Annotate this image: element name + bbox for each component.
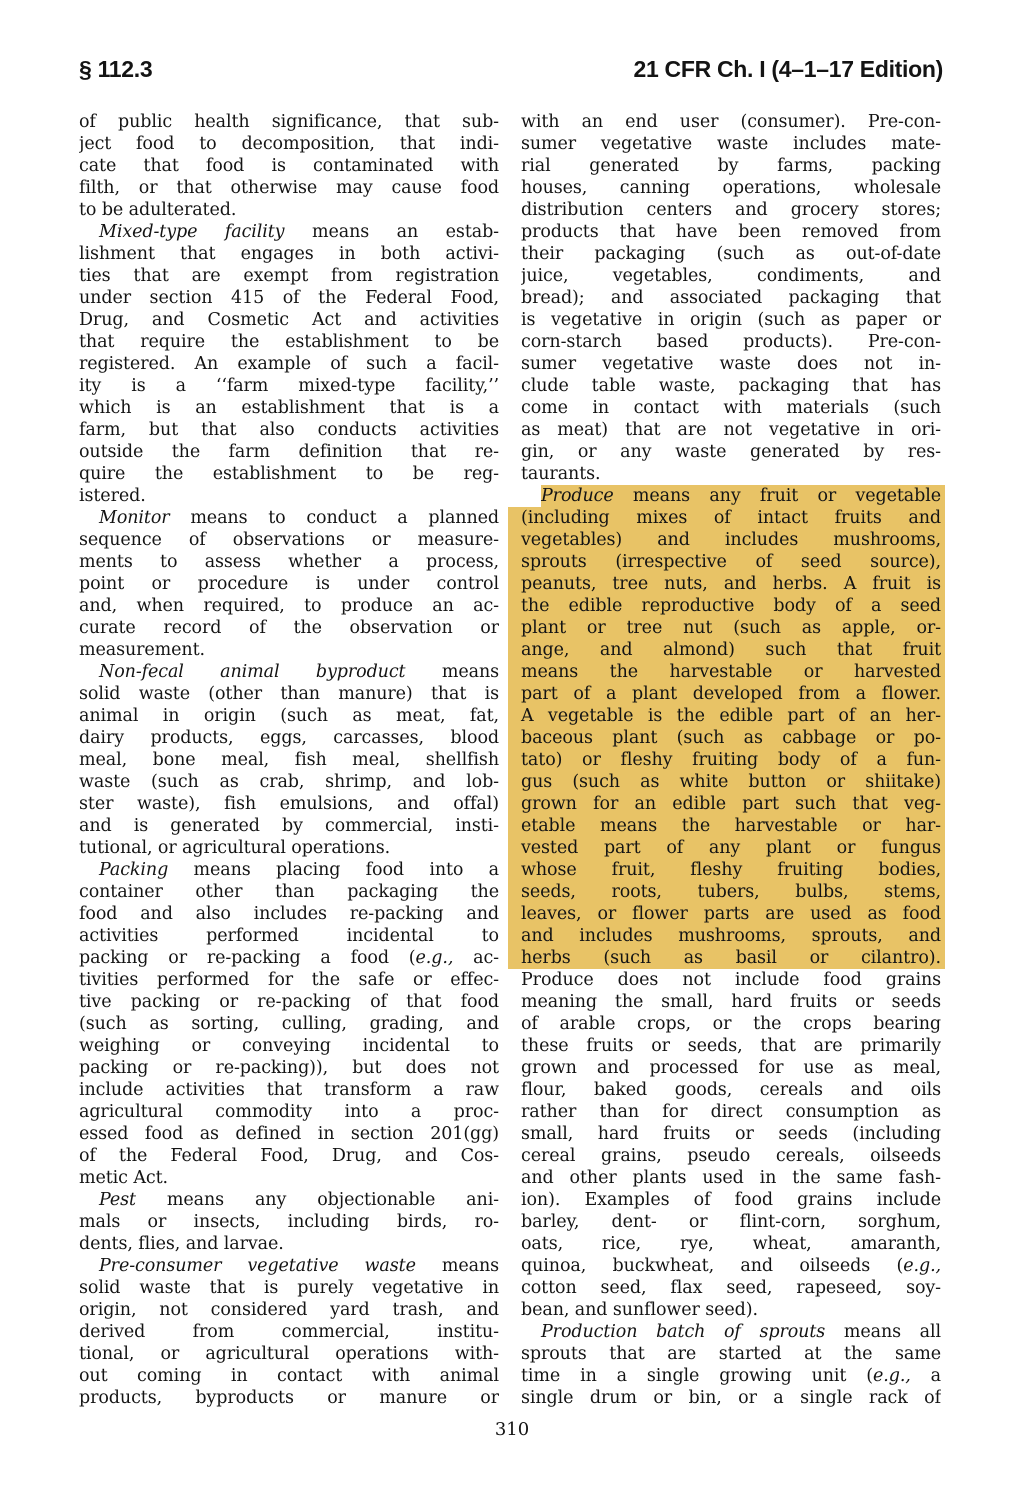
highlighted-text-line: etable means the harvestable or har- xyxy=(508,815,945,837)
text-line: include activities that transform a raw xyxy=(79,1080,499,1100)
text-line: tutional, or agricultural operations. xyxy=(79,838,391,858)
text-line: ject food to decomposition, that indi- xyxy=(79,134,499,154)
text-line: mals or insects, including birds, ro- xyxy=(79,1212,499,1232)
highlighted-text-line: grown for an edible part such that veg- xyxy=(508,793,945,815)
highlighted-text-line: herbs (such as basil or cilantro). xyxy=(508,947,945,969)
text-line: agricultural commodity into a proc- xyxy=(79,1102,499,1122)
text-line: as meat) that are not vegetative in ori- xyxy=(521,420,941,440)
text-line: Pest means any objectionable ani- xyxy=(99,1190,499,1210)
text-line: single drum or bin, or a single rack of xyxy=(521,1388,941,1408)
text-line: curate record of the observation or xyxy=(79,618,499,638)
text-line: their packaging (such as out-of-date xyxy=(521,244,941,264)
highlighted-text-line: plant or tree nut (such as apple, or- xyxy=(508,617,945,639)
text-line: meaning the small, hard fruits or seeds xyxy=(521,992,941,1012)
text-line: under section 415 of the Federal Food, xyxy=(79,288,499,308)
text-line: animal in origin (such as meat, fat, xyxy=(79,706,499,726)
text-line: farm, but that also conducts activities xyxy=(79,420,499,440)
text-line: of arable crops, or the crops bearing xyxy=(521,1014,941,1034)
text-line: time in a single growing unit (e.g., a xyxy=(521,1366,941,1386)
text-line: clude table waste, packaging that has xyxy=(521,376,941,396)
highlighted-text-line: ange, and almond) such that fruit xyxy=(508,639,945,661)
text-line: that require the establishment to be xyxy=(79,332,499,352)
text-line: meal, bone meal, fish meal, shellfish xyxy=(79,750,499,770)
text-line: and other plants used in the same fash- xyxy=(521,1168,941,1188)
highlighted-text-line: and includes mushrooms, sprouts, and xyxy=(508,925,945,947)
text-line: Produce does not include food grains xyxy=(521,970,941,990)
text-line: ties that are exempt from registration xyxy=(79,266,499,286)
text-line: point or procedure is under control xyxy=(79,574,499,594)
text-line: barley, dent- or flint-corn, sorghum, xyxy=(521,1212,941,1232)
text-line: flour, baked goods, cereals and oils xyxy=(521,1080,941,1100)
text-line: bread); and associated packaging that xyxy=(521,288,941,308)
text-line: Pre-consumer vegetative waste means xyxy=(99,1256,499,1276)
text-line: sequence of observations or measure- xyxy=(79,530,499,550)
text-line: cotton seed, flax seed, rapeseed, soy- xyxy=(521,1278,941,1298)
text-line: packing or re-packing a food (e.g., ac- xyxy=(79,948,499,968)
highlighted-text-line: the edible reproductive body of a seed xyxy=(508,595,945,617)
text-line: of the Federal Food, Drug, and Cos- xyxy=(79,1146,499,1166)
text-line: solid waste (other than manure) that is xyxy=(79,684,499,704)
highlighted-text-line: means the harvestable or harvested xyxy=(508,661,945,683)
text-line: gin, or any waste generated by res- xyxy=(521,442,941,462)
highlighted-text-line: whose fruit, fleshy fruiting bodies, xyxy=(508,859,945,881)
text-line: sprouts that are started at the same xyxy=(521,1344,941,1364)
text-line: sumer vegetative waste includes mate- xyxy=(521,134,941,154)
text-line: tional, or agricultural operations with- xyxy=(79,1344,499,1364)
text-line: Mixed-type facility means an estab- xyxy=(99,222,499,242)
text-line: products, byproducts or manure or xyxy=(79,1388,499,1408)
highlighted-text-line: seeds, roots, tubers, bulbs, stems, xyxy=(508,881,945,903)
text-line: lishment that engages in both activi- xyxy=(79,244,499,264)
text-line: products that have been removed from xyxy=(521,222,941,242)
highlighted-text-line: gus (such as white button or shiitake) xyxy=(508,771,945,793)
text-line: Production batch of sprouts means all xyxy=(541,1322,941,1342)
text-line: small, hard fruits or seeds (including xyxy=(521,1124,941,1144)
text-line: which is an establishment that is a xyxy=(79,398,499,418)
text-line: dairy products, eggs, carcasses, blood xyxy=(79,728,499,748)
text-line: juice, vegetables, condiments, and xyxy=(521,266,941,286)
text-line: istered. xyxy=(79,486,146,506)
left-column xyxy=(79,111,499,1409)
text-line: origin, not considered yard trash, and xyxy=(79,1300,499,1320)
highlighted-text-line: leaves, or flower parts are used as food xyxy=(508,903,945,925)
text-line: taurants. xyxy=(521,464,601,484)
edition-title: 21 CFR Ch. I (4–1–17 Edition) xyxy=(633,56,943,82)
text-line: Drug, and Cosmetic Act and activities xyxy=(79,310,499,330)
text-line: corn-starch based products). Pre-con- xyxy=(521,332,941,352)
text-line: measurement. xyxy=(79,640,205,660)
highlighted-text-line: vegetables) and includes mushrooms, xyxy=(508,529,945,551)
text-line: (such as sorting, culling, grading, and xyxy=(79,1014,499,1034)
text-line: out coming in contact with animal xyxy=(79,1366,499,1386)
text-line: derived from commercial, institu- xyxy=(79,1322,499,1342)
highlighted-text-line: A vegetable is the edible part of an her- xyxy=(508,705,945,727)
highlighted-text-line: Produce means any fruit or vegetable xyxy=(541,485,945,507)
highlighted-text-line: sprouts (irrespective of seed source), xyxy=(508,551,945,573)
text-line: dents, flies, and larvae. xyxy=(79,1234,284,1254)
text-line: weighing or conveying incidental to xyxy=(79,1036,499,1056)
text-line: distribution centers and grocery stores; xyxy=(521,200,941,220)
highlighted-text-line: part of a plant developed from a flower. xyxy=(508,683,945,705)
highlighted-text-line: tato) or fleshy fruiting body of a fun- xyxy=(508,749,945,771)
text-line: oats, rice, rye, wheat, amaranth, xyxy=(521,1234,941,1254)
highlighted-text-line: (including mixes of intact fruits and xyxy=(508,507,945,529)
text-line: grown and processed for use as meal, xyxy=(521,1058,941,1078)
section-number: § 112.3 xyxy=(79,56,153,82)
text-line: cereal grains, pseudo cereals, oilseeds xyxy=(521,1146,941,1166)
text-line: rather than for direct consumption as xyxy=(521,1102,941,1122)
text-line: and, when required, to produce an ac- xyxy=(79,596,499,616)
text-line: activities performed incidental to xyxy=(79,926,499,946)
text-line: quinoa, buckwheat, and oilseeds (e.g., xyxy=(521,1256,941,1276)
page-number: 310 xyxy=(494,1419,530,1440)
text-line: cate that food is contaminated with xyxy=(79,156,499,176)
highlighted-text-line: peanuts, tree nuts, and herbs. A fruit is xyxy=(508,573,945,595)
text-line: sumer vegetative waste does not in- xyxy=(521,354,941,374)
text-line: Non-fecal animal byproduct means xyxy=(99,662,499,682)
text-line: ion). Examples of food grains include xyxy=(521,1190,941,1210)
text-line: Monitor means to conduct a planned xyxy=(99,508,499,528)
text-line: solid waste that is purely vegetative in xyxy=(79,1278,499,1298)
text-line: with an end user (consumer). Pre-con- xyxy=(521,112,941,132)
text-line: ster waste), fish emulsions, and offal) xyxy=(79,794,499,814)
text-line: outside the farm definition that re- xyxy=(79,442,499,462)
text-line: ity is a ‘‘farm mixed-type facility,’’ xyxy=(79,376,499,396)
text-line: these fruits or seeds, that are primarily xyxy=(521,1036,941,1056)
highlighted-text-line: vested part of any plant or fungus xyxy=(508,837,945,859)
page-header xyxy=(79,56,943,83)
text-line: packing or re-packing)), but does not xyxy=(79,1058,499,1078)
text-line: essed food as defined in section 201(gg) xyxy=(79,1124,499,1144)
text-line: tivities performed for the safe or effec- xyxy=(79,970,499,990)
text-line: filth, or that otherwise may cause food xyxy=(79,178,499,198)
text-line: quire the establishment to be reg- xyxy=(79,464,499,484)
text-line: is vegetative in origin (such as paper or xyxy=(521,310,941,330)
text-line: metic Act. xyxy=(79,1168,168,1188)
text-line: waste (such as crab, shrimp, and lob- xyxy=(79,772,499,792)
text-line: bean, and sunflower seed). xyxy=(521,1300,758,1320)
highlighted-text-line: baceous plant (such as cabbage or po- xyxy=(508,727,945,749)
text-line: to be adulterated. xyxy=(79,200,237,220)
text-line: registered. An example of such a facil- xyxy=(79,354,499,374)
right-column xyxy=(521,111,941,1409)
text-line: food and also includes re-packing and xyxy=(79,904,499,924)
text-line: come in contact with materials (such xyxy=(521,398,941,418)
text-line: Packing means placing food into a xyxy=(99,860,499,880)
text-line: ments to assess whether a process, xyxy=(79,552,499,572)
text-line: of public health significance, that sub- xyxy=(79,112,499,132)
text-line: container other than packaging the xyxy=(79,882,499,902)
text-line: rial generated by farms, packing xyxy=(521,156,941,176)
text-line: tive packing or re-packing of that food xyxy=(79,992,499,1012)
text-line: houses, canning operations, wholesale xyxy=(521,178,941,198)
text-line: and is generated by commercial, insti- xyxy=(79,816,499,836)
